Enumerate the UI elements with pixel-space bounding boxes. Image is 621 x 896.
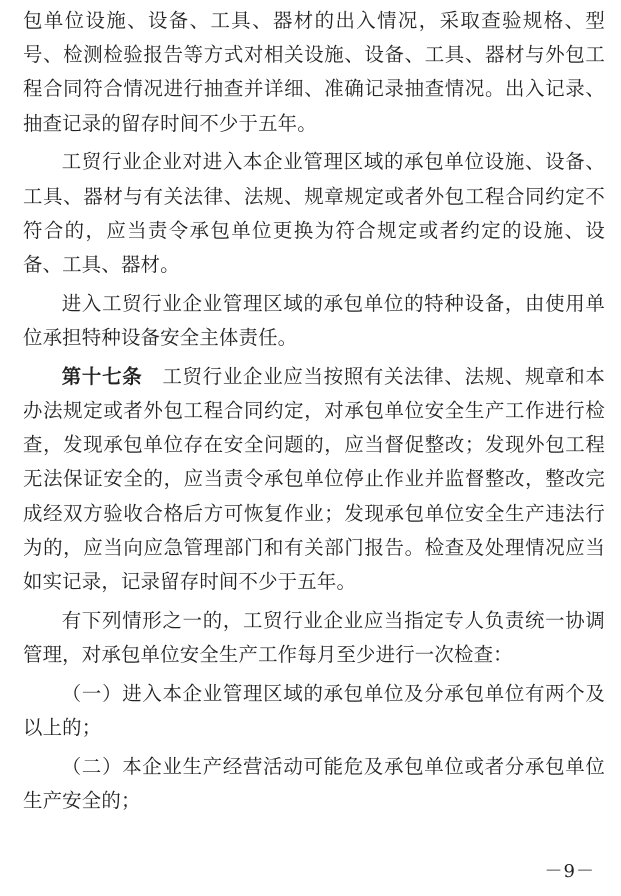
article-17-label: 第十七条: [61, 364, 143, 388]
paragraph-3: [23, 287, 605, 355]
paragraph-1: [23, 4, 605, 141]
article-17-text: 工贸行业企业应当按照有关法律、法规、规章和本办法规定或者外包工程合同约定，对承包单位安全生产工作进行检查，发现承包单位存在安全问题的，应当督促整改；发现外包工程无法保证安全的，应当责令承包单位停止作业并监督整改，整改完成经双方验收合格后方可恢复作业；发现承包单位安全生产违法行为的，应当向应急管理部门和有关部门报告。检查及处理情况应当如实记录，记录留存时间不少于五年。: [23, 364, 605, 594]
paragraph-2: [23, 145, 605, 282]
paragraph-2-text: 工贸行业企业对进入本企业管理区域的承包单位设施、设备、工具、器材与有关法律、法规、规章规定或者外包工程合同约定不符合的，应当责令承包单位更换为符合规定或者约定的设施、设备、工具、器材。: [23, 150, 605, 277]
paragraph-5: [23, 604, 605, 672]
document-body: [23, 4, 605, 823]
paragraph-5-text: 有下列情形之一的，工贸行业企业应当指定专人负责统一协调管理，对承包单位安全生产工作每月至少进行一次检查：: [23, 608, 605, 667]
article-17-paragraph: [23, 360, 605, 599]
list-item-2: [23, 750, 605, 818]
list-item-1: [23, 677, 605, 745]
list-item-2-text: （二）本企业生产经营活动可能危及承包单位或者分承包单位生产安全的；: [23, 754, 605, 813]
paragraph-3-text: 进入工贸行业企业管理区域的承包单位的特种设备，由使用单位承担特种设备安全主体责任。: [23, 291, 605, 350]
list-item-1-text: （一）进入本企业管理区域的承包单位及分承包单位有两个及以上的；: [23, 681, 605, 740]
paragraph-1-text: 包单位设施、设备、工具、器材的出入情况，采取查验规格、型号、检测检验报告等方式对相关设施、设备、工具、器材与外包工程合同符合情况进行抽查并详细、准确记录抽查情况。出入记录、抽查记录的留存时间不少于五年。: [23, 9, 605, 135]
page-number: －9－: [544, 861, 595, 882]
